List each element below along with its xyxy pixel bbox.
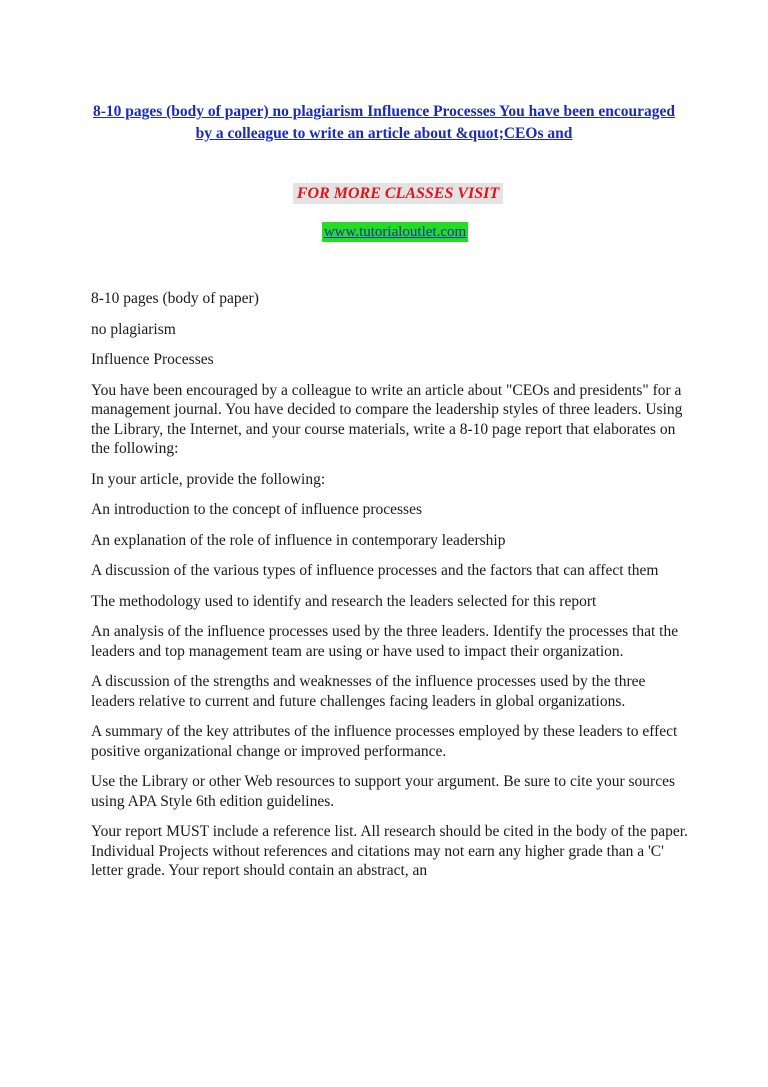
paragraph-assignment-intro: You have been encouraged by a colleague to write an article about "CEOs and presidents" for a management journal. You have decided to compare the leadership styles of three leaders. Using the Library, the Internet, and your course materials, write a 8-10 page report that elaborates on the following: [91,381,683,457]
paragraph-provide: In your article, provide the following: [91,470,326,488]
promo-link[interactable]: www.tutorialoutlet.com [323,224,467,240]
paragraph-summary-item: A summary of the key attributes of the influence processes employed by these leaders to effect positive organizational change or improved performance. [91,723,678,760]
paragraph-methodology-item: The methodology used to identify and research the leaders selected for this report [91,592,597,610]
promo-link-row [0,222,768,242]
paragraph-explanation-item: An explanation of the role of influence in contemporary leadership [91,531,506,549]
paragraph-strengths-item: A discussion of the strengths and weaknesses of the influence processes used by the three leaders relative to current and future challenges facing leaders in global organizations. [91,673,646,710]
paragraph-reference-list: Your report MUST include a reference list. All research should be cited in the body of the paper. Individual Projects without references and citations may not earn any higher grade than a 'C' letter grade. Your report should contain an abstract, an [91,823,688,879]
paragraph-introduction-item: An introduction to the concept of influence processes [91,501,422,518]
promo-label: FOR MORE CLASSES VISIT [293,183,503,204]
paragraph-topic: Influence Processes [91,351,214,368]
paragraph-plagiarism: no plagiarism [91,320,176,338]
promo-banner [0,183,768,204]
document-title: 8-10 pages (body of paper) no plagiarism Influence Processes You have been encouraged by a colleague to write an article about &quot;CEOs and [92,103,676,142]
paragraph-analysis-item: An analysis of the influence processes used by the three leaders. Identify the processes that the leaders and top management team are using or have used to impact their organization. [91,623,679,660]
paragraph-discussion-types-item: A discussion of the various types of influence processes and the factors that can affect them [91,562,659,579]
document-body [91,289,691,892]
paragraph-sources: Use the Library or other Web resources to support your argument. Be sure to cite your sources using APA Style 6th edition guidelines. [91,773,676,810]
paragraph-page-count: 8-10 pages (body of paper) [91,290,259,307]
